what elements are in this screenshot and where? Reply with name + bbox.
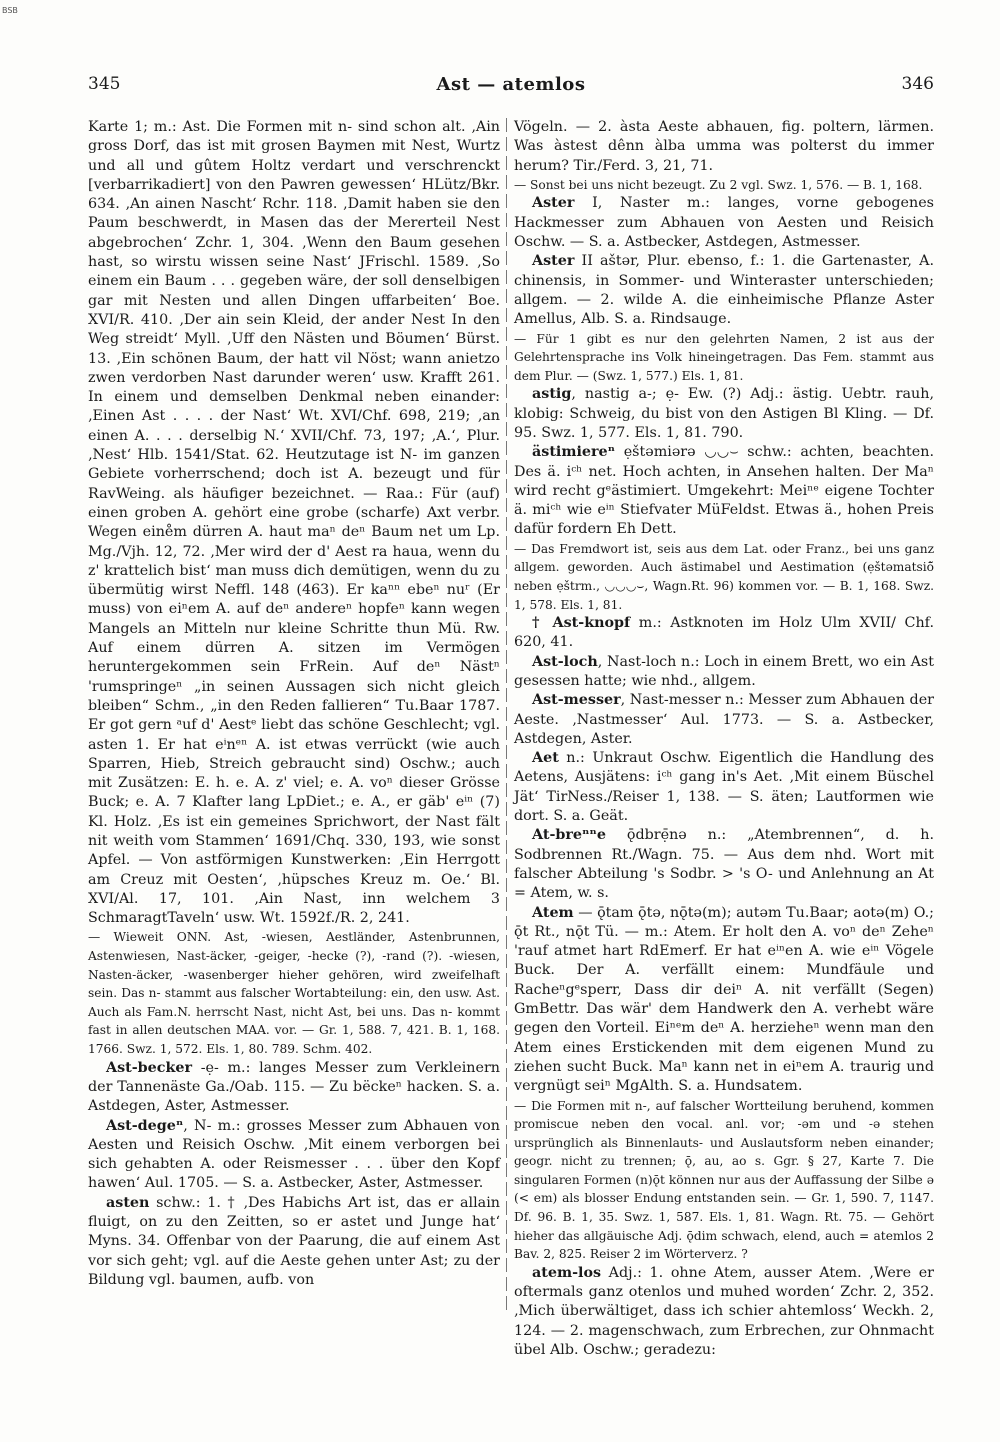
entry-atem-note (514, 1097, 934, 1264)
paragraph-text: — Die Formen mit n-, auf falscher Wortteilung beruhend, kommen promiscue neben den vocal. anl. vor; -əm und -ə stehen ursprünglich als Binnenlauts- und Auslautsform neben einander; geogr. nicht zu trennen; ǭ, au, ao s. Ggr. § 27, Karte 7. Die singularen Formen (n)ǭt können nur aus der Auffassung der Silbe ə (< em) als blosser Endung entstanden sein. — Gr. 1, 590. 7, 1147. Df. 96. B. 1, 35. Swz. 1, 587. Els. 1, 81. Wagn. Rt. 75. — Gehört hieher das allgäuische Adj. ǭdim schwach, elend, auch = atemlos 2 Bav. 2, 825. Reiser 2 im Wörterverz. ? (514, 1098, 934, 1262)
entry-ast-degen (88, 1117, 500, 1194)
definition: -ẹ- m.: langes Messer zum Verkleinern der Tannenäste Ga./Oab. 115. — Zu bëckeⁿ hacken. S. a. Astdegen, Aster, Astmesser. (88, 1059, 500, 1115)
entry-aster-1 (514, 194, 934, 252)
definition: schw.: 1. † ‚Des Habichs Art ist, das er allain fluigt, on zu den Zeitten, so er astet und Junge hat‘ Myns. 34. Offenbar von der Paarung, die auf einem Ast vor sich geht; vgl. auf die Aeste gehen unter Ast; zu der Bildung vgl. baumen, aufb. von (88, 1194, 500, 1288)
lemma: Aet (532, 750, 559, 767)
definition: ǭdbrẹ̄nə n.: „Atembrennen“, d. h. Sodbrennen Rt./Wagn. 75. — Aus dem nhd. Wort mit falscher Abteilung 's Sodbr. > 's O- und Anlehnung an At = Atem, w. s. (514, 827, 934, 902)
paragraph-text: — Sonst bei uns nicht bezeugt. Zu 2 vgl. Swz. 1, 576. — B. 1, 168. (514, 177, 923, 192)
lemma: Ast-loch (532, 653, 598, 670)
entry-aet (514, 749, 934, 826)
definition: ẹštəmiərə ◡◡⌣ schw.: achten, beachten. Des ä. iᶜʰ net. Hoch achten, in Ansehen halten. Der Maⁿ wird recht gᵉästimiert. Umgekehrt: Meiⁿᵉ eigene Tochter ä. miᶜʰ wie eⁱⁿ Stiefvater MüFeldst. Etwas ä., hohen Preis dafür fordern Eh Dett. (514, 444, 934, 538)
lemma: † Ast-knopf (532, 615, 631, 632)
running-head: Ast — atemlos (436, 74, 586, 95)
entry-ast-loch (514, 653, 934, 692)
lemma: atem-los (532, 1264, 602, 1281)
lemma: Aster (532, 253, 575, 270)
definition: Adj.: 1. ohne Atem, ausser Atem. ‚Were er oftermals ganz otenlos und muhed worden‘ Zchr. 2, 352. ‚Mich überwältiget, dass ich schier ahtemloss‘ Weckh. 2, 124. — 2. magenschwach, zum Erbrechen, zur Ohnmacht übel Alb. Oschw.; geradezu: (514, 1264, 934, 1359)
entry-ast-messer (514, 691, 934, 749)
paragraph-text: Karte 1; m.: Ast. Die Formen mit n- sind schon alt. ‚Ain gross Dorf, das ist mit grosen Baymen mit Nest, Wurtz und all und gûtem Holtz verdart und verschrenckt [verbarrikadiert] von den Pawren gewessen‘ HLütz/Bkr. 634. ‚An ainen Nascht‘ Rchr. 118. ‚Damit haben sie den Paum beschwerdt, in Masen das der Mererteil Nest abgebrochen‘ Zchr. 1, 304. ‚Wenn den Baum gesehen hast, so wirstu wissen seine Nast‘ JFrischl. 1589. ‚So einem ein Baum . . . gegeben wäre, der soll denselbigen gar mit Nesten und allen Dingen uffarbeiten‘ Boe. XVI/R. 410. ‚Der ain sein Kleid, der ander Nest In den Weg streidt‘ Myll. ‚Uff den Nästen und Böumen‘ Bürst. 13. ‚Ein schönen Baum, der hatt vil Nöst; wann anietzo zwen verdorben Nast darunder weren‘ usw. Krafft 261. In einem und demselben Denkmal neben einander: ‚Einen Ast . . . . der Nast‘ Wt. XVI/Chf. 698, 219; ‚an einen A. . . . derselbig N.‘ XVII/Chf. 73, 197; ‚A.‘, Plur. ‚Nest‘ Hlb. 1541/Stat. 62. Heutzutage ist N- im ganzen Gebiete vorherrschend; doch ist A. bezeugt und für RavWeing. als häufiger bezeichnet. — Raa.: Für (auf) einen groben A. gehört eine grobe (scharfe) Axt verbr. Wegen eine̊m dürren A. haut maⁿ deⁿ Baum net um Lp. Mg./Vjh. 12, 72. ‚Mer wird der d' Aest ra haua, wenn du z' krattelich bist‘ man muss dich demütigen, wenn du zu übermütig wirst Neffl. 148 (463). Er kaⁿⁿ ebeⁿ nuʳ (Er muss) von eiⁿem A. auf deⁿ andereⁿ hopfeⁿ kann wegen Mangels an Mitteln nur kleine Schritte thun Mü. Rw. Auf einem dürren A. sitzen im Vermögen heruntergekommen sein FrRein. Auf deⁿ Nästⁿ 'rumspringeⁿ „in seinen Aussagen sich nicht gleich bleiben“ Schm., „in den Reden fallieren“ Tu.Baar 1787. Er got gern ᵃuf d' Aestᵉ liebt das schöne Geschlecht; vgl. asten 1. Er hat eⁱnᵉⁿ A. ist etwas verrückt (wie auch Sparren, Hieb, Streich gebraucht sind) Oschw.; auch mit Zusätzen: E. h. e. A. z' viel; e. A. voⁿ dieser Grösse Buck; e. A. 7 Klafter lang LpDiet.; e. A., er gäb' eⁱⁿ (7) Kl. Holz. ‚Es ist ein gemeines Sprichwort, der Nast fält nit weith vom Stammen‘ 1691/Chq. 330, 193, wie sonst Apfel. — Von astförmigen Kunstwerken: ‚Ein Herrgott am Creuz mit Oesten‘, ‚hüpsches Kreuz m. Oe.‘ Bl. XVI/Al. 17, 101. ‚Ain Nast, inn welchem 3 SchmaragtTaveln‘ usw. Wt. 1592f./R. 2, 241. (88, 119, 500, 927)
definition: II aštər, Plur. ebenso, f.: 1. die Gartenaster, A. chinensis, in Sommer- und Winteraster unterschieden; allgem. — 2. wilde A. die einheimische Pflanze Aster Amellus, Alb. S. a. Rindsauge. (514, 253, 934, 328)
entry-ast-continued (88, 118, 500, 928)
lemma: Ast-degeⁿ (106, 1117, 184, 1134)
column-divider (506, 118, 507, 1313)
entry-ast-becker (88, 1059, 500, 1117)
entry-aster-2 (514, 252, 934, 329)
definition: m.: Astknoten im Holz Ulm XVII/ Chf. 620, 41. (514, 615, 934, 651)
entry-at-brenne (514, 826, 934, 903)
definition: — ǭtam ǭtə, nǭtə(m); autəm Tu.Baar; aotə(m) O.; ǭt Rt., nǭt Tü. — m.: Atem. Er holt den A. voⁿ deⁿ Zeheⁿ 'rauf atmet hart RdEmerf. Er hat eⁱⁿen A. wie eⁱⁿ Vögele Buck. Der A. verfällt einem: Mundfäule und Racheⁿgᵉsperr, Dass dir deiⁿ A. nit verfällt (Segen) GmBettr. Das wär' dem Handwerk den A. verhebt wäre gegen den Vorteil. Eiⁿᵉm deⁿ A. herzieheⁿ wenn man den Atem eines Erstickenden mit dem eigenen Mund zu ziehen sucht Buck. Maⁿ kann net in eiⁿem A. traurig und vergnügt seiⁿ MgAlth. S. a. Hundsatem. (514, 904, 934, 1095)
entry-asten (88, 1194, 500, 1290)
page-number-left: 345 (88, 74, 121, 94)
lemma: Aster (532, 195, 575, 212)
lemma: asten (106, 1194, 150, 1211)
page-number-right: 346 (901, 74, 934, 94)
definition: I, Naster m.: langes, vorne gebogenes Hackmesser zum Abhauen von Aesten und Reisich Oschw. — S. a. Astbecker, Astdegen, Astmesser. (514, 195, 934, 251)
library-mark: BSB (2, 6, 18, 15)
paragraph-text: — Das Fremdwort ist, seis aus dem Lat. oder Franz., bei uns ganz allgem. geworden. Auch ästimabel und Aestimation (ẹštəmatsiō̃ neben ẹštrm., ◡◡◡⌣, Wagn.Rt. 96) kommen vor. — B. 1, 168. Swz. 1, 578. Els. 1, 81. (514, 541, 934, 612)
page-header (88, 74, 934, 102)
lemma: At-breⁿⁿe (532, 827, 606, 844)
paragraph-text: — Wieweit ONN. Ast, -wiesen, Aestländer, Astenbrunnen, Astenwiesen, Nast-äcker, -geiger, -hecke (?), -rand (?). -wiesen, Nasten-äcker, -wasenberger hieher gehören, wird zweifelhaft sein. Das n- stammt aus falscher Wortabteilung: ein, den usw. Ast. Auch als Fam.N. herrscht Nast, nicht Ast, bei uns. Das n- kommt fast in allen deutschen MAA. vor. — Gr. 1, 588. 7, 421. B. 1, 168. 1766. Swz. 1, 572. Els. 1, 80. 789. Schm. 402. (88, 930, 500, 1057)
entry-atem-los (514, 1264, 934, 1360)
definition: , Nast-loch n.: Loch in einem Brett, wo ein Ast gesessen hatte; wie nhd., allgem. (514, 653, 934, 689)
entry-ast-knopf (514, 614, 934, 653)
entry-aster-note (514, 330, 934, 386)
lemma: ästimiereⁿ (532, 444, 616, 461)
definition: n.: Unkraut Oschw. Eigentlich die Handlung des Aetens, Ausjätens: iᶜʰ gang in's Aet. ‚Mit einem Büschel Jät‘ TirNess./Reiser 1, 138. — S. äten; Lautformen wie dort. S. a. Geät. (514, 750, 934, 825)
entry-asten-continued (514, 118, 934, 176)
lemma: Ast-messer (532, 692, 621, 709)
lemma: Atem (532, 904, 574, 921)
left-column (88, 118, 500, 1348)
lemma: astig (532, 386, 572, 403)
paragraph-text: — Für 1 gibt es nur den gelehrten Namen, 2 ist aus der Gelehrtensprache ins Volk hineingetragen. Das Fem. stammt aus dem Plur. — (Swz. 1, 577.) Els. 1, 81. (514, 331, 934, 383)
lemma: Ast-becker (106, 1059, 193, 1076)
entry-aestimieren (514, 443, 934, 539)
entry-asten-note (514, 176, 934, 195)
definition: , nastig a-; ẹ- Ew. (?) Adj.: ästig. Uebtr. rauh, klobig: Schweig, du bist von den Astigen Bl Kling. — Df. 95. Swz. 1, 577. Els. 1, 81. 790. (514, 386, 934, 441)
entry-ast-note (88, 928, 500, 1058)
right-column (514, 118, 934, 1359)
entry-astig (514, 385, 934, 443)
definition: , Nast-messer n.: Messer zum Abhauen der Aeste. ‚Nastmesser‘ Aul. 1773. — S. a. Astbecker, Astdegen, Aster. (514, 692, 934, 747)
definition: , N- m.: grosses Messer zum Abhauen von Aesten und Reisich Oschw. ‚Mit einem verborgen bei sich gehabten A. oder Reismesser . . . über den Kopf hawen‘ Aul. 1705. — S. a. Astbecker, Aster, Astmesser. (88, 1117, 500, 1192)
paragraph-text: Vögeln. — 2. àsta Aeste abhauen, fig. poltern, lärmen. Was àstest dênn àlba umma was polterst du immer herum? Tir./Ferd. 3, 21, 71. (514, 119, 934, 174)
entry-aestimieren-note (514, 540, 934, 614)
entry-atem (514, 904, 934, 1097)
